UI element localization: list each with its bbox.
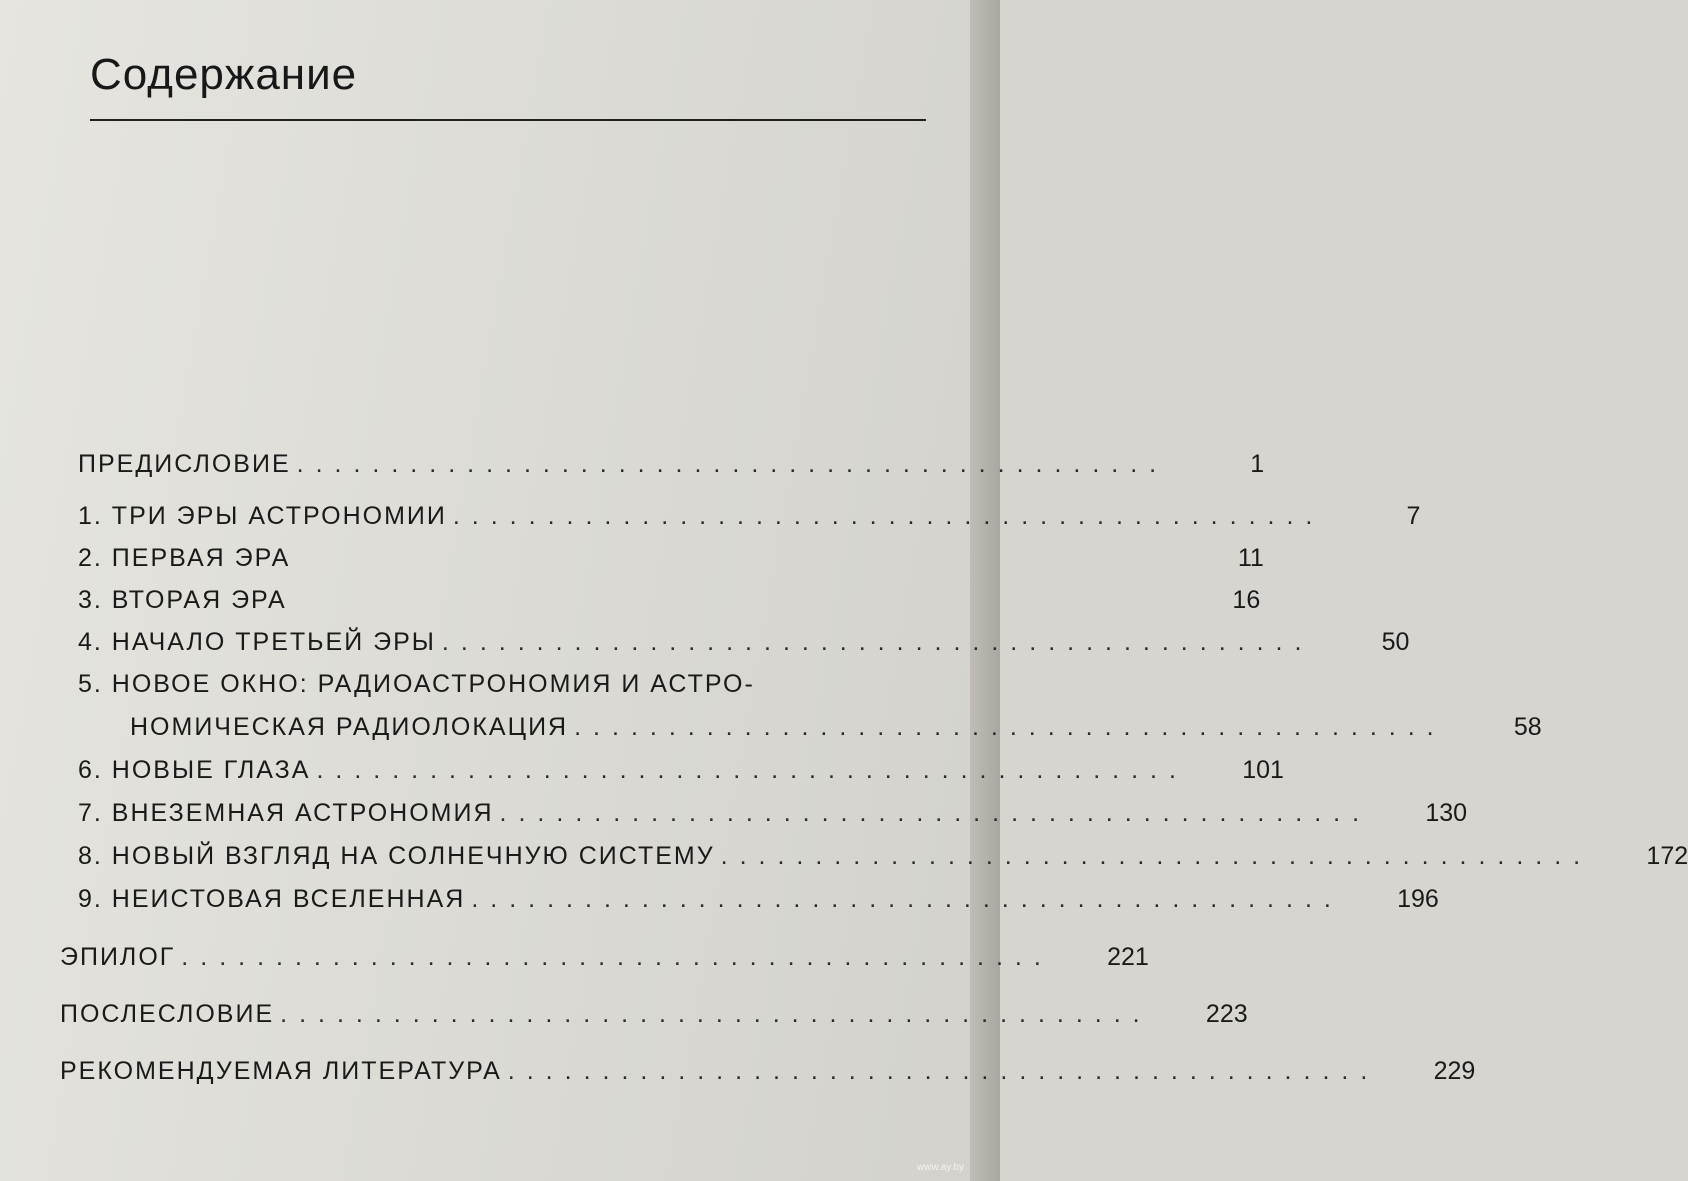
toc-entry-label-line-2: НОМИЧЕСКАЯ РАДИОЛОКАЦИЯ xyxy=(130,713,569,741)
dot-leader xyxy=(287,586,1165,615)
toc-page-number: 101 xyxy=(1242,756,1284,784)
toc-entry-label: 1. ТРИ ЭРЫ АСТРОНОМИИ xyxy=(78,502,447,530)
dot-leader xyxy=(290,544,1168,573)
toc-entry-chapter-3 xyxy=(78,586,1261,626)
toc-entry-label: 9. НЕИСТОВАЯ ВСЕЛЕННАЯ xyxy=(78,885,466,913)
toc-page-number: 16 xyxy=(1232,586,1261,614)
dot-leader: .............................................. xyxy=(471,885,1343,913)
toc-entry-label: РЕКОМЕНДУЕМАЯ ЛИТЕРАТУРА xyxy=(60,1057,502,1085)
toc-entry-label: ПОСЛЕСЛОВИЕ xyxy=(60,1000,275,1028)
dot-leader: .............................................. xyxy=(720,842,1593,870)
toc-entry-chapter-2 xyxy=(78,544,1264,584)
toc-entry-label: 6. НОВЫЕ ГЛАЗА xyxy=(78,756,311,784)
dot-leader: .............................................. xyxy=(452,502,1325,530)
toc-page-number: 221 xyxy=(1107,943,1149,971)
toc-page-number: 58 xyxy=(1513,713,1542,741)
toc-entry-label-line-1: 5. НОВОЕ ОКНО: РАДИОАСТРОНОМИЯ И АСТРО- xyxy=(78,670,755,698)
toc-entry-chapter-7 xyxy=(78,799,1468,839)
toc-entry-label: 7. ВНЕЗЕМНАЯ АСТРОНОМИЯ xyxy=(78,799,494,827)
toc-entry-label: ПРЕДИСЛОВИЕ xyxy=(78,450,291,478)
page-title: Содержание xyxy=(90,50,358,99)
toc-entry-label: 3. ВТОРАЯ ЭРА xyxy=(78,586,287,614)
toc-page-number: 7 xyxy=(1406,502,1421,530)
toc-page-number: 11 xyxy=(1237,544,1264,572)
toc-entry-label: 8. НОВЫЙ ВЗГЛЯД НА СОЛНЕЧНУЮ СИСТЕМУ xyxy=(78,842,715,870)
dot-leader: .............................................. xyxy=(280,1000,1152,1028)
toc-entry-chapter-4 xyxy=(78,628,1410,668)
toc-entry-chapter-1 xyxy=(78,502,1421,542)
dot-leader: .............................................. xyxy=(499,799,1372,827)
toc-page-number: 223 xyxy=(1205,1000,1248,1028)
toc-entry-chapter-8 xyxy=(78,842,1688,882)
toc-entry-epilogue xyxy=(60,943,1149,983)
toc-entry-recommended-reading xyxy=(60,1057,1476,1097)
title-rule xyxy=(90,119,926,121)
toc-entry-preface xyxy=(78,450,1265,490)
toc-page-number: 130 xyxy=(1425,799,1468,827)
toc-page-number: 1 xyxy=(1250,450,1265,478)
toc-entry-chapter-6 xyxy=(78,756,1284,796)
toc-page-number: 50 xyxy=(1381,628,1410,656)
toc-page-number: 172 xyxy=(1646,842,1688,870)
toc-entry-afterword xyxy=(60,1000,1248,1040)
watermark: www.ay.by xyxy=(916,1162,964,1173)
dot-leader: .............................................. xyxy=(574,713,1446,741)
toc-entry-chapter-5 xyxy=(78,670,1542,753)
dot-leader: .............................................. xyxy=(507,1057,1380,1085)
toc-page-number: 196 xyxy=(1397,885,1439,913)
dot-leader: .............................................. xyxy=(316,756,1188,784)
toc-entry-chapter-9 xyxy=(78,885,1439,925)
toc-entry-label: 2. ПЕРВАЯ ЭРА xyxy=(78,544,291,572)
toc-entry-label: ЭПИЛОГ xyxy=(60,943,176,971)
toc-entry-label: 4. НАЧАЛО ТРЕТЬЕЙ ЭРЫ xyxy=(78,628,436,656)
toc-page-number: 229 xyxy=(1433,1057,1476,1085)
dot-leader: .............................................. xyxy=(441,628,1314,656)
dot-leader: .............................................. xyxy=(181,943,1053,971)
dot-leader: .............................................. xyxy=(296,450,1169,478)
